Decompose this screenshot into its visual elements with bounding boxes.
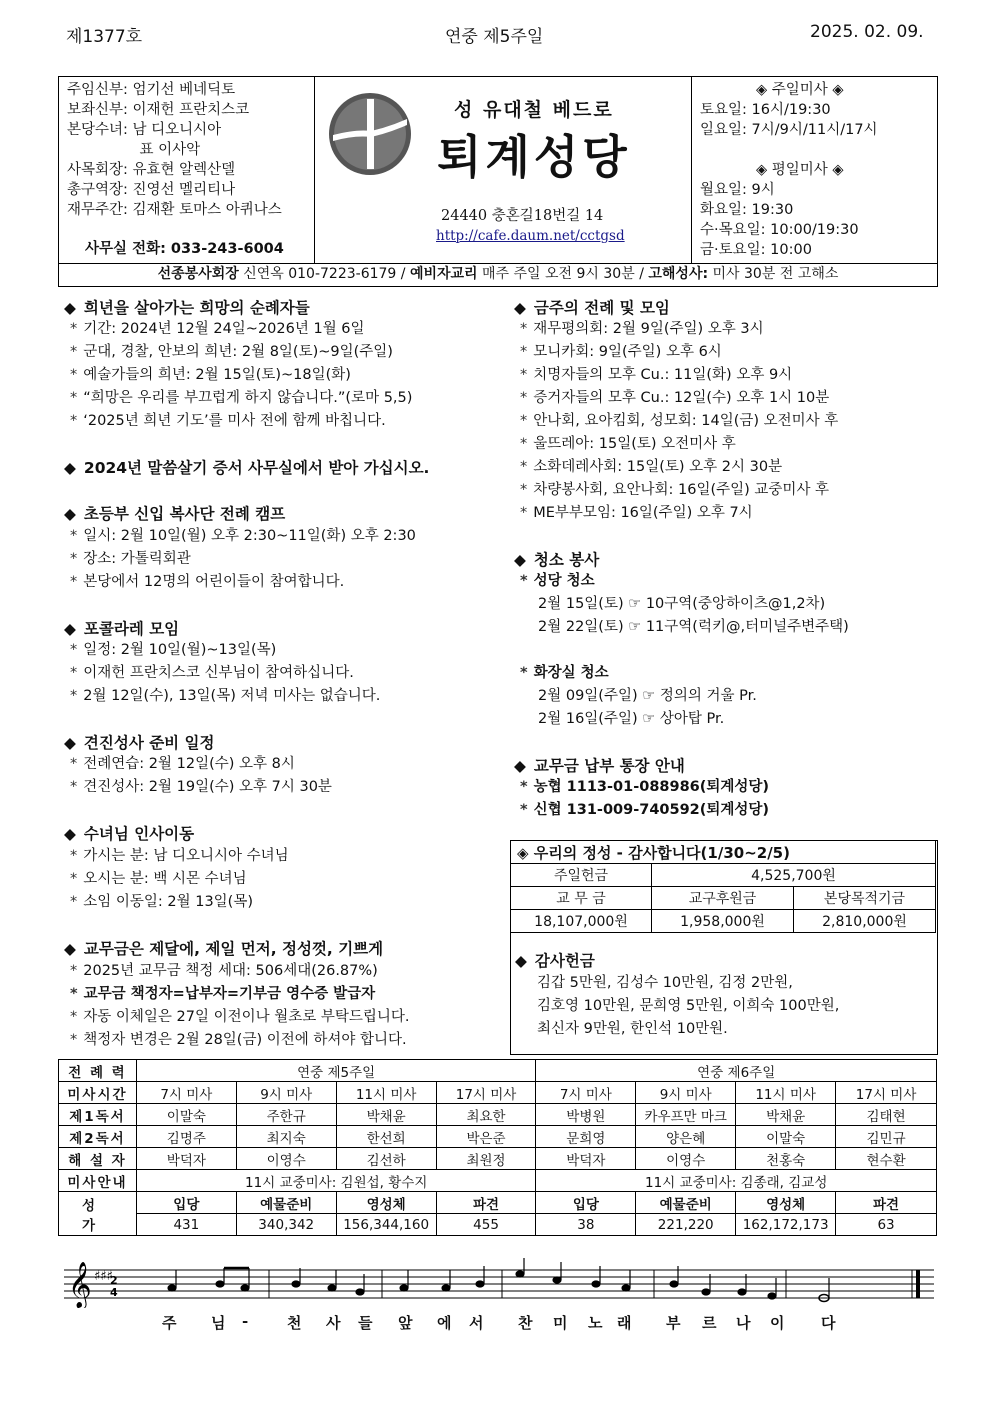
clergy-line: 사목회장: 유효현 알렉산델 — [67, 162, 236, 178]
reader-name: 최요한 — [436, 1104, 536, 1126]
weekday-mass-title: ◈ 평일미사 ◈ — [756, 162, 844, 178]
lyric-syllable: - — [242, 1312, 249, 1330]
list-item: * ME부부모임: 16일(주일) 오후 7시 — [520, 505, 753, 521]
section-title: ◆ 교무금 납부 통장 안내 — [514, 754, 685, 776]
offering-header: 교구후원금 — [652, 887, 794, 910]
church-address: 24440 충혼길18번길 14 — [441, 208, 604, 224]
mass-time: 17시 미사 — [436, 1082, 536, 1104]
hymn-header: 예물준비 — [636, 1192, 736, 1214]
mass-time: 17시 미사 — [836, 1082, 937, 1104]
sunday-mass-line: 일요일: 7시/9시/11시/17시 — [700, 122, 878, 138]
list-item: * 안나회, 요아킴회, 성모회: 14일(금) 오전미사 후 — [520, 413, 839, 429]
list-item: * 전례연습: 2월 12일(수) 오후 8시 — [70, 756, 295, 772]
clergy-line: 보좌신부: 이재헌 프란치스코 — [67, 102, 250, 118]
offering-header: 본당목적기금 — [794, 887, 936, 910]
lyric-syllable: 찬 — [518, 1314, 533, 1332]
reader-name: 주한규 — [236, 1104, 336, 1126]
mass-time: 11시 미사 — [336, 1082, 436, 1104]
reader-name: 박병원 — [536, 1104, 636, 1126]
list-item: * “희망은 우리를 부끄럽게 하지 않습니다.”(로마 5,5) — [70, 390, 413, 406]
clergy-line: 총구역장: 진영선 멜리티나 — [67, 182, 236, 198]
list-item: * 성당 청소 — [520, 573, 595, 589]
reader-name: 김민규 — [836, 1126, 937, 1148]
hymn-header: 영성체 — [336, 1192, 436, 1214]
catechism-value: 매주 주일 오전 9시 30분 / — [477, 266, 649, 282]
patron-saint: 성 유대철 베드로 — [454, 99, 614, 121]
schedule-label: 성 가 — [59, 1192, 137, 1236]
reader-name: 최지숙 — [236, 1126, 336, 1148]
commentator-name: 박덕자 — [136, 1148, 236, 1170]
lyric-syllable: 사 — [326, 1314, 341, 1332]
list-item: * 신협 131-009-740592(퇴계성당) — [520, 802, 770, 818]
list-item: * ‘2025년 희년 기도’를 미사 전에 함께 바칩니다. — [70, 413, 386, 429]
list-item: * 오시는 분: 백 시몬 수녀님 — [70, 871, 247, 887]
lyric-syllable: 주 — [162, 1314, 177, 1332]
lyric-syllable: 다 — [821, 1314, 836, 1332]
list-item: * 치명자들의 모후 Cu.: 11일(화) 오후 9시 — [520, 367, 793, 383]
website-link[interactable]: http://cafe.daum.net/cctgsd — [436, 228, 625, 244]
offering-value: 18,107,000원 — [511, 910, 652, 933]
schedule-label: 전 례 력 — [59, 1060, 137, 1082]
offering-title: ◈ 우리의 정성 - 감사합니다(1/30~2/5) — [511, 841, 936, 864]
list-item: * 본당에서 12명의 어린이들이 참여합니다. — [70, 574, 345, 590]
lyric-syllable: 노 — [588, 1314, 603, 1332]
lyric-syllable: 나 — [736, 1314, 751, 1332]
music-staff — [64, 1258, 936, 1308]
schedule-table — [58, 1059, 937, 1236]
sunday-mass-line: 토요일: 16시/19:30 — [700, 102, 831, 118]
reader-name: 한선희 — [336, 1126, 436, 1148]
lyric-syllable: 이 — [770, 1314, 785, 1332]
commentator-name: 천홍숙 — [736, 1148, 836, 1170]
office-phone: 사무실 전화: 033-243-6004 — [85, 241, 284, 257]
lyric-syllable: 에 — [437, 1314, 452, 1332]
hymn-number: 38 — [536, 1214, 636, 1236]
mass-time: 7시 미사 — [136, 1082, 236, 1104]
weekday-mass-line: 화요일: 19:30 — [700, 202, 794, 218]
schedule-label: 제2독서 — [59, 1126, 137, 1148]
commentator-name: 이영수 — [636, 1148, 736, 1170]
weekday-mass-line: 수·목요일: 10:00/19:30 — [700, 222, 859, 238]
issue-number: 제1377호 — [66, 27, 143, 47]
mass-time: 7시 미사 — [536, 1082, 636, 1104]
svg-text:♯♯♯: ♯♯♯ — [94, 1269, 113, 1284]
reader-name: 김명주 — [136, 1126, 236, 1148]
list-item: * 군대, 경찰, 안보의 희년: 2월 8일(토)~9일(주일) — [70, 344, 393, 360]
reader-name: 박은준 — [436, 1126, 536, 1148]
list-item: * 소임 이동일: 2월 13일(목) — [70, 894, 254, 910]
reader-name: 양은혜 — [636, 1126, 736, 1148]
hymn-header: 입당 — [536, 1192, 636, 1214]
lyric-syllable: 미 — [553, 1314, 568, 1332]
list-item: * 울뜨레아: 15일(토) 오전미사 후 — [520, 436, 736, 452]
lyric-syllable: 앞 — [398, 1314, 413, 1332]
hymn-number: 63 — [836, 1214, 937, 1236]
clergy-line: 본당수녀: 남 디오니시아 — [67, 122, 222, 138]
reader-name: 박채윤 — [336, 1104, 436, 1126]
liturgical-season: 연중 제5주일 — [445, 27, 544, 47]
lyric-syllable: 님 — [211, 1314, 226, 1332]
hymn-number: 156,344,160 — [336, 1214, 436, 1236]
schedule-label: 제1독서 — [59, 1104, 137, 1126]
hymn-header: 영성체 — [736, 1192, 836, 1214]
list-item: * 소화데레사회: 15일(토) 오후 2시 30분 — [520, 459, 783, 475]
section-title: ◆ 희년을 살아가는 희망의 순례자들 — [64, 296, 310, 318]
list-item: * 2월 12일(수), 13일(목) 저녁 미사는 없습니다. — [70, 688, 381, 704]
clergy-column — [59, 77, 315, 263]
hymn-header: 입당 — [136, 1192, 236, 1214]
hymn-number: 431 — [136, 1214, 236, 1236]
hymn-number: 162,172,173 — [736, 1214, 836, 1236]
section-title: ◆ 수녀님 인사이동 — [64, 822, 194, 844]
schedule-label: 해 설 자 — [59, 1148, 137, 1170]
list-item: * 농협 1113-01-088986(퇴계성당) — [520, 779, 770, 795]
commentator-name: 김선하 — [336, 1148, 436, 1170]
reader-name: 김태현 — [836, 1104, 937, 1126]
reader-name: 문희영 — [536, 1126, 636, 1148]
section-title: ◆ 교무금은 제달에, 제일 먼저, 정성껏, 기쁘게 — [64, 937, 383, 959]
clergy-line: 재무주간: 김재환 토마스 아퀴나스 — [67, 202, 282, 218]
list-item: * 예술가들의 희년: 2월 15일(토)~18일(화) — [70, 367, 351, 383]
list-item: * 모니카회: 9일(주일) 오후 6시 — [520, 344, 722, 360]
clergy-line: 주임신부: 엄기선 베네딕토 — [67, 82, 236, 98]
lyric-syllable: 부 — [666, 1314, 681, 1332]
svg-text:4: 4 — [110, 1286, 118, 1299]
hymn-header: 예물준비 — [236, 1192, 336, 1214]
section-title: ◆ 포콜라레 모임 — [64, 617, 179, 639]
section-title: ◆ 금주의 전례 및 모임 — [514, 296, 670, 318]
church-name: 퇴계성당 — [437, 130, 631, 184]
funeral-value: 신연옥 010-7223-6179 / — [238, 266, 410, 282]
svg-text:2: 2 — [110, 1274, 118, 1287]
list-item: * 화장실 청소 — [520, 665, 609, 681]
church-logo-icon — [327, 91, 413, 177]
commentator-name: 현수환 — [836, 1148, 937, 1170]
commentator-name: 박덕자 — [536, 1148, 636, 1170]
confession-value: 미사 30분 전 고해소 — [708, 266, 839, 282]
funeral-label: 선종봉사회장 — [157, 266, 239, 282]
section-title: ◆ 견진성사 준비 일정 — [64, 731, 215, 753]
commentator-name: 최원정 — [436, 1148, 536, 1170]
commentator-name: 이영수 — [236, 1148, 336, 1170]
cleaning-line: 2월 22일(토) ☞ 11구역(럭키@,터미널주변주택) — [538, 619, 849, 635]
list-item: * 2025년 교무금 책정 세대: 506세대(26.87%) — [70, 963, 378, 979]
list-item: * 재무평의회: 2월 9일(주일) 오후 3시 — [520, 321, 764, 337]
weekday-mass-line: 금·토요일: 10:00 — [700, 242, 812, 258]
lyric-syllable: 서 — [469, 1314, 484, 1332]
list-item: * 기간: 2024년 12월 24일~2026년 1월 6일 — [70, 321, 365, 337]
list-item: * 교무금 책정자=납부자=기부금 영수증 발급자 — [70, 986, 376, 1002]
usher-info: 11시 교중미사: 김종래, 김교성 — [536, 1170, 937, 1192]
thanks-line: 김갑 5만원, 김성수 10만원, 김정 2만원, — [537, 975, 793, 991]
lyric-syllable: 천 — [287, 1314, 302, 1332]
section-title: ◆ 2024년 말씀살기 증서 사무실에서 받아 가십시오. — [64, 456, 429, 478]
offering-value: 1,958,000원 — [652, 910, 794, 933]
offering-header: 교 무 금 — [511, 887, 652, 910]
thanks-title: ◆ 감사헌금 — [515, 949, 595, 971]
hymn-header: 파견 — [436, 1192, 536, 1214]
reader-name: 이말숙 — [736, 1126, 836, 1148]
cleaning-line: 2월 15일(토) ☞ 10구역(중앙하이츠@1,2차) — [538, 596, 826, 612]
hymn-number: 221,220 — [636, 1214, 736, 1236]
schedule-label: 미사시간 — [59, 1082, 137, 1104]
catechism-label: 예비자교리 — [409, 266, 478, 282]
mass-times-column — [691, 77, 938, 263]
week-header: 연중 제5주일 — [136, 1060, 536, 1082]
lyric-syllable: 래 — [617, 1314, 632, 1332]
cleaning-line: 2월 16일(주일) ☞ 상아탑 Pr. — [538, 711, 725, 727]
offering-value: 2,810,000원 — [794, 910, 936, 933]
hymn-header: 파견 — [836, 1192, 937, 1214]
right-column — [514, 296, 936, 836]
sunday-offering-value: 4,525,700원 — [652, 864, 936, 887]
lyric-syllable: 르 — [702, 1314, 717, 1332]
list-item: * 책정자 변경은 2월 28일(금) 이전에 하셔야 합니다. — [70, 1032, 407, 1048]
lyric-syllable: 들 — [358, 1314, 373, 1332]
week-header: 연중 제6주일 — [536, 1060, 937, 1082]
list-item: * 일정: 2월 10일(월)~13일(목) — [70, 642, 277, 658]
list-item: * 이재헌 프란치스코 신부님이 참여하십니다. — [70, 665, 354, 681]
hymn-number: 340,342 — [236, 1214, 336, 1236]
list-item: * 견진성사: 2월 19일(수) 오후 7시 30분 — [70, 779, 332, 795]
issue-date: 2025. 02. 09. — [810, 22, 924, 42]
info-bar — [58, 262, 938, 287]
reader-name: 이말숙 — [136, 1104, 236, 1126]
list-item: * 증거자들의 모후 Cu.: 12일(수) 오후 1시 10분 — [520, 390, 830, 406]
reader-name: 카우프만 마크 — [636, 1104, 736, 1126]
thanks-line: 김호영 10만원, 문희영 5만원, 이희숙 100만원, — [537, 998, 840, 1014]
mass-time: 9시 미사 — [236, 1082, 336, 1104]
lyrics — [0, 1312, 992, 1334]
section-title: ◆ 청소 봉사 — [514, 548, 599, 570]
schedule-label: 미사안내 — [59, 1170, 137, 1192]
list-item: * 자동 이체일은 27일 이전이나 월초로 부탁드립니다. — [70, 1009, 410, 1025]
sunday-offering-label: 주일헌금 — [511, 864, 652, 887]
cleaning-line: 2월 09일(주일) ☞ 정의의 거울 Pr. — [538, 688, 757, 704]
treble-clef-icon: 𝄞 — [68, 1262, 92, 1308]
sunday-mass-title: ◈ 주일미사 ◈ — [756, 82, 844, 98]
usher-info: 11시 교중미사: 김원섭, 황수지 — [136, 1170, 536, 1192]
reader-name: 박채윤 — [736, 1104, 836, 1126]
clergy-line: 표 이사악 — [67, 142, 201, 158]
mass-time: 11시 미사 — [736, 1082, 836, 1104]
list-item: * 장소: 가톨릭회관 — [70, 551, 191, 567]
list-item: * 일시: 2월 10일(월) 오후 2:30~11일(화) 오후 2:30 — [70, 528, 416, 544]
thanks-line: 최신자 9만원, 한인석 10만원. — [537, 1021, 728, 1037]
mass-time: 9시 미사 — [636, 1082, 736, 1104]
list-item: * 차량봉사회, 요안나회: 16일(주일) 교중미사 후 — [520, 482, 830, 498]
confession-label: 고해성사: — [648, 266, 709, 282]
weekday-mass-line: 월요일: 9시 — [700, 182, 775, 198]
list-item: * 가시는 분: 남 디오니시아 수녀님 — [70, 848, 289, 864]
hymn-number: 455 — [436, 1214, 536, 1236]
offering-box — [510, 840, 938, 1055]
section-title: ◆ 초등부 신입 복사단 전례 캠프 — [64, 502, 285, 524]
masthead — [58, 76, 938, 264]
